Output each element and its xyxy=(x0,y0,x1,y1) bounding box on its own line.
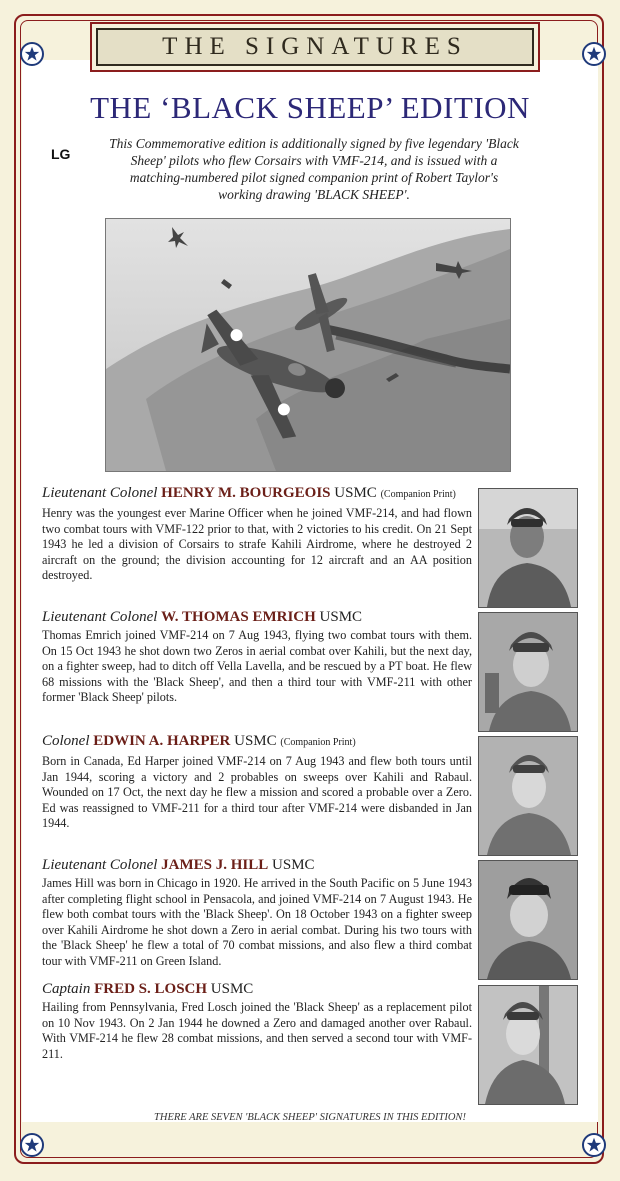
pilot-bio: Born in Canada, Ed Harper joined VMF-214 on 7 Aug 1943 and flew both tours until Jan 1944, scoring a victory and 2 probables on sweeps over Kahili and Rabaul. Wounded on 17 Oct, the next day he flew a mission and scored a probable over a Zero. Ed was reassigned to VMF-211 for a third tour after VMF-214 were disbanded in Jan 1944. xyxy=(42,754,472,830)
edition-intro: This Commemorative edition is additionally signed by five legendary 'Black Sheep' pilots who flew Corsairs with VMF-214, and is issued with a matching-numbered pilot signed companion print of Robert Taylor's working drawing 'BLACK SHEEP'. xyxy=(109,136,519,202)
pilot-entry-harper xyxy=(42,732,472,832)
pilot-heading xyxy=(42,484,472,504)
pilot-note: (Companion Print) xyxy=(280,737,356,748)
pilot-rank: Lieutenant Colonel xyxy=(42,485,158,501)
pilot-service: USMC xyxy=(319,609,363,625)
pilot-service: USMC xyxy=(210,981,254,997)
pilot-rank: Captain xyxy=(42,981,91,997)
header-title: THE SIGNATURES xyxy=(162,33,468,60)
star-icon xyxy=(20,42,44,66)
star-icon xyxy=(582,42,606,66)
pilot-name: FRED S. LOSCH xyxy=(94,981,208,997)
pilot-name: JAMES J. HILL xyxy=(161,857,269,873)
pilot-service: USMC xyxy=(334,485,377,501)
lg-watermark: LG xyxy=(51,146,71,162)
pilot-service: USMC xyxy=(234,733,277,749)
pilot-photo-harper xyxy=(478,736,578,856)
star-icon xyxy=(20,1133,44,1157)
pilot-rank: Lieutenant Colonel xyxy=(42,609,158,625)
edition-title: THE ‘BLACK SHEEP’ EDITION xyxy=(90,90,530,125)
pilot-heading xyxy=(42,980,472,998)
pilot-entry-losch xyxy=(42,980,472,1062)
pilot-photo-losch xyxy=(478,985,578,1105)
aircraft-drawing xyxy=(106,219,510,471)
pilot-entry-emrich xyxy=(42,608,472,706)
pilot-name: HENRY M. BOURGEOIS xyxy=(161,485,331,501)
star-icon xyxy=(582,1133,606,1157)
pilot-photo-hill xyxy=(478,860,578,980)
pilot-heading xyxy=(42,732,472,752)
pilot-bio: Henry was the youngest ever Marine Officer when he joined VMF-214, and had flown two combat tours with VMF-122 prior to that, with 2 victories to his credit. On 21 Sept 1943 he led a division of Corsairs to strafe Kahili Airdrome, where he destroyed 2 aircraft on the ground; the division accounting for 12 aircraft and an AA position destroyed. xyxy=(42,506,472,582)
header-banner xyxy=(90,22,540,72)
pilot-heading xyxy=(42,856,472,874)
pilot-photo-emrich xyxy=(478,612,578,732)
pilot-service: USMC xyxy=(272,857,315,873)
pilot-bio: Hailing from Pennsylvania, Fred Losch joined the 'Black Sheep' as a replacement pilot on 10 Nov 1943. On 2 Jan 1944 he downed a Zero and damaged another over Rabaul. With VMF-214 he flew 28 combat missions, and then served a second tour with VMF-211. xyxy=(42,1000,472,1061)
pilot-bio: Thomas Emrich joined VMF-214 on 7 Aug 1943, flying two combat tours with them. On 15 Oct 1943 he shot down two Zeros in aerial combat over Kahili, but the next day, on a fighter sweep, had to ditch off Vella Lavella, and be rescued by a PT boat. He flew 68 missions with the 'Black Sheep', and then a third tour with VMF-211 with other former 'Black Sheep' pilots. xyxy=(42,628,472,704)
pilot-name: W. THOMAS EMRICH xyxy=(161,609,316,625)
pilot-heading xyxy=(42,608,472,626)
pilot-rank: Colonel xyxy=(42,733,90,749)
pilot-name: EDWIN A. HARPER xyxy=(93,733,231,749)
pilot-entry-bourgeois xyxy=(42,484,472,584)
pilot-bio: James Hill was born in Chicago in 1920. He arrived in the South Pacific on 5 June 1943 after completing flight school in Pensacola, and joined VMF-214 on 7 August 1943. He flew both combat tours with the 'Black Sheep'. On 18 October 1943 on a fighter sweep over Kahili Airdrome he shot down a Zero in aerial combat. During his two tours with the 'Black Sheep' he flew a total of 70 combat missions, and also flew a third combat tour with VMF-211 on Green Island. xyxy=(42,876,472,968)
artwork-image xyxy=(105,218,511,472)
pilot-photo-bourgeois xyxy=(478,488,578,608)
footer-note: THERE ARE SEVEN 'BLACK SHEEP' SIGNATURES IN THIS EDITION! xyxy=(154,1112,466,1123)
pilot-entry-hill xyxy=(42,856,472,969)
pilot-note: (Companion Print) xyxy=(380,489,456,500)
pilot-rank: Lieutenant Colonel xyxy=(42,857,158,873)
